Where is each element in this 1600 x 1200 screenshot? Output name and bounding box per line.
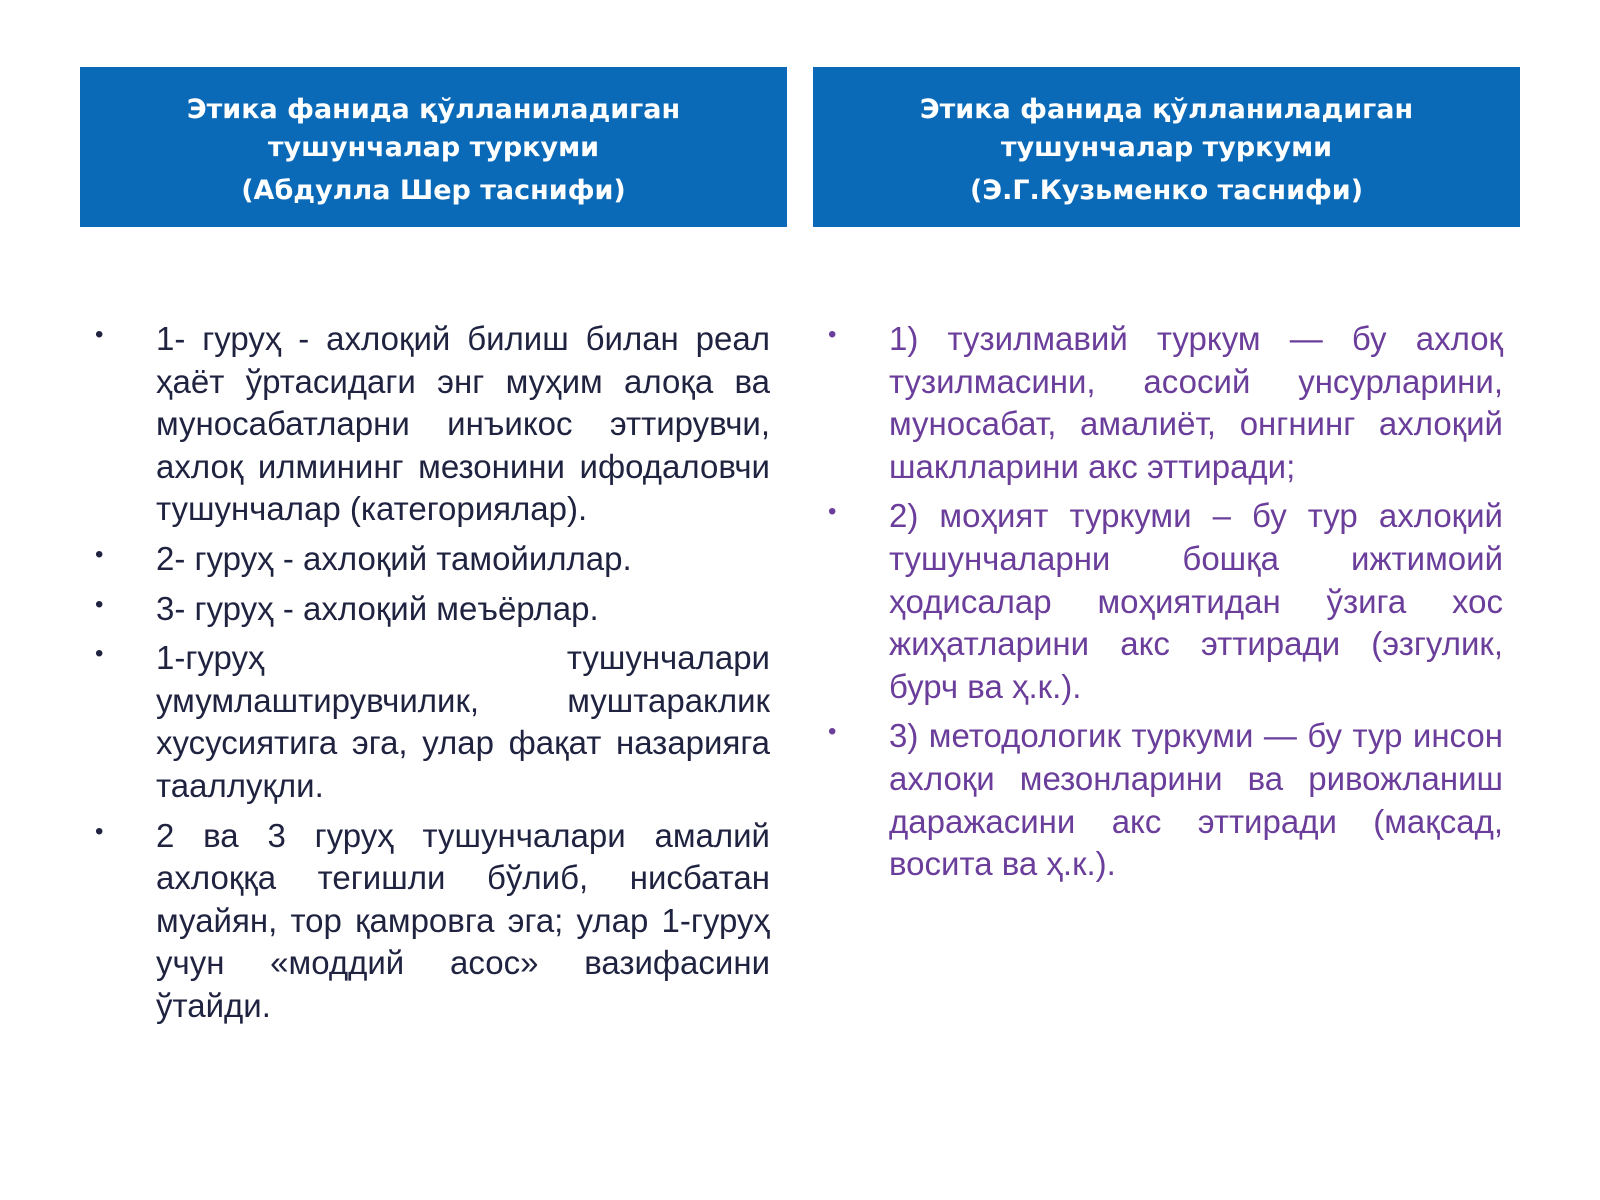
right-bullet-list — [828, 318, 1503, 893]
right-list-item — [828, 495, 1503, 708]
bullet-icon: • — [95, 640, 104, 668]
left-header-author: (Абдулла Шер таснифи) — [241, 174, 626, 206]
left-item-text: 2- гуруҳ - ахлоқий тамойиллар. — [156, 539, 632, 577]
left-item-text: 3- гуруҳ - ахлоқий меъёрлар. — [156, 589, 599, 627]
left-list-item — [95, 815, 770, 1028]
bullet-icon: • — [95, 321, 104, 348]
bullet-icon: • — [95, 540, 104, 568]
left-header-title-line1: Этика фанида қўлланиладиган — [186, 93, 681, 125]
left-column-header — [80, 67, 787, 227]
left-list-item — [95, 538, 770, 581]
left-list-item — [95, 637, 770, 807]
right-header-title-line2: тушунчалар туркуми — [1000, 131, 1333, 163]
right-item-text: 2) моҳият туркуми – бу тур ахлоқий тушунчаларни бошқа ижтимоий ҳодисалар моҳиятидан ўзига хос жиҳатларини акс эттиради (эзгулик, бурч ва ҳ.к.). — [889, 497, 1503, 705]
left-item-text: 1-гуруҳ тушунчалари умумлаштирувчилик, муштараклик хусусиятига эга, улар фақат назарияга тааллуқли. — [156, 639, 770, 804]
right-column-header — [813, 67, 1520, 227]
bullet-icon: • — [828, 498, 837, 526]
right-list-item — [828, 715, 1503, 885]
bullet-icon: • — [95, 817, 104, 845]
bullet-icon: • — [828, 718, 837, 746]
left-list-item — [95, 318, 770, 531]
right-item-text: 1) тузилмавий туркум — бу ахлоқ тузилмасини, асосий унсурларини, муносабат, амалиёт, онгнинг ахлоқий шаклларини акс эттиради; — [889, 320, 1503, 485]
left-list-item — [95, 588, 770, 631]
right-header-title-line1: Этика фанида қўлланиладиган — [919, 93, 1414, 125]
left-item-text: 2 ва 3 гуруҳ тушунчалари амалий ахлоққа тегишли бўлиб, нисбатан муайян, тор қамровга эга; улар 1-гуруҳ учун «моддий асос» вазифасини ўтайди. — [156, 816, 770, 1024]
right-list-item — [828, 318, 1503, 488]
bullet-icon: • — [95, 590, 104, 618]
bullet-icon: • — [828, 321, 837, 348]
right-header-author: (Э.Г.Кузьменко таснифи) — [969, 174, 1364, 206]
left-bullet-list — [95, 318, 770, 1035]
left-header-title-line2: тушунчалар туркуми — [267, 131, 600, 163]
right-item-text: 3) методологик туркуми — бу тур инсон ахлоқи мезонларини ва ривожланиш даражасини акс эттиради (мақсад, восита ва ҳ.к.). — [889, 717, 1503, 883]
left-item-text: 1- гуруҳ - ахлоқий билиш билан реал ҳаёт ўртасидаги энг муҳим алоқа ва муносабатларни инъикос эттирувчи, ахлоқ илмининг мезонини ифодаловчи тушунчалар (категориялар). — [156, 320, 770, 528]
